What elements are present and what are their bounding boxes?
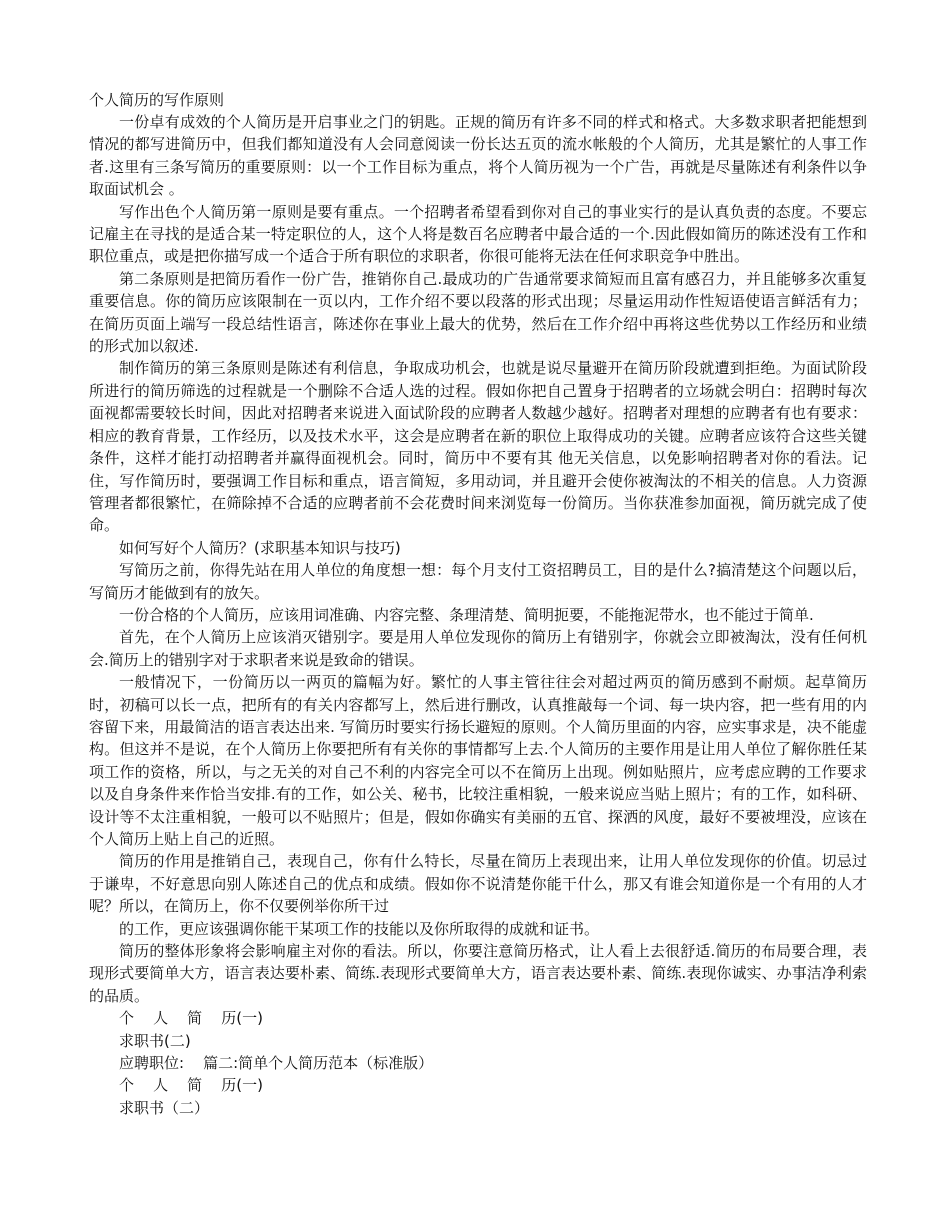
paragraph: 的工作，更应该强调你能干某项工作的技能以及你所取得的成就和证书。 (119, 919, 600, 938)
document-body (89, 111, 867, 1119)
section-heading: 如何写好个人简历？(求职基本知识与技巧) (119, 538, 401, 557)
heading-line: 求职书（二） (119, 1098, 210, 1117)
trailing-headings (89, 1007, 867, 1119)
paragraph: 首先，在个人简历上应该消灭错别字。要是用人单位发现你的简历上有错别字，你就会立即被淘汰，没有任何机会.简历上的错别字对于求职者来说是致命的错误。 (89, 628, 867, 669)
paragraph: 第二条原则是把简历看作一份广告，推销你自己.最成功的广告通常要求简短而且富有感召力，并且能够多次重复重要信息。你的简历应该限制在一页以内，工作介绍不要以段落的形式出现；尽量运用动作性短语使语言鲜活有力；在简历页面上端写一段总结性语言，陈述你在事业上最大的优势，然后在工作介绍中再将这些优势以工作经历和业绩的形式加以叙述. (89, 269, 867, 356)
paragraph: 简历的整体形象将会影响雇主对你的看法。所以，你要注意简历格式，让人看上去很舒适.简历的布局要合理，表现形式要简单大方，语言表达要朴素、简练.表现形式要简单大方，语言表达要朴素、简练.表现你诚实、办事洁净利索的品质。 (89, 942, 867, 1005)
document-title: 个人简历的写作原则 (89, 91, 225, 109)
paragraph: 一般情况下，一份简历以一两页的篇幅为好。繁忙的人事主管往往会对超过两页的简历感到不耐烦。起草简历时，初稿可以长一点，把所有的有关内容都写上，然后进行删改，认真推敲每一个词、每一块内容，把一些有用的内容留下来，用最简洁的语言表达出来. 写简历时要实行扬长避短的原则。个人简历里面的内容，应实事求是，决不能虚构。但这并不是说，在个人简历上你要把所有有关你的事情都写上去.个人简历的主要作用是让用人单位了解你胜任某项工作的资格，所以，与之无关的对自己不利的内容完全可以不在简历上出现。例如贴照片，应考虑应聘的工作要求以及自身条件来作恰当安排.有的工作，如公关、秘书，比较注重相貌，一般来说应当贴上照片；有的工作，如科研、设计等不太注重相貌，一般可以不贴照片；但是，假如你确实有美丽的五官、探洒的风度，最好不要被埋没，应该在个人简历上贴上自己的近照。 (89, 673, 867, 848)
heading-line: 个 人 简 历(一) (119, 1076, 263, 1095)
paragraph: 写简历之前，你得先站在用人单位的角度想一想：每个月支付工资招聘员工，目的是什么?搞清楚这个问题以后，写简历才能做到有的放矢。 (89, 561, 867, 602)
heading-line: 应聘职位: 篇二:简单个人简历范本（标准版） (119, 1054, 434, 1073)
paragraph: 写作出色个人简历第一原则是要有重点。一个招聘者希望看到你对自己的事业实行的是认真负责的态度。不要忘记雇主在寻找的是适合某一特定职位的人，这个人将是数百名应聘者中最合适的一个.因此假如简历的陈述没有工作和职位重点，或是把你描写成一个适合于所有职位的求职者，你很可能将无法在任何求职竞争中胜出。 (89, 202, 867, 266)
paragraph: 简历的作用是推销自己，表现自己，你有什么特长，尽量在简历上表现出来，让用人单位发现你的价值。切忌过于谦卑，不好意思向别人陈述自己的优点和成绩。假如你不说清楚你能干什么，那又有谁会知道你是一个有用的人才呢？所以，在简历上，你不仅要例举你所干过 (89, 852, 867, 916)
heading-line: 个 人 简 历(一) (119, 1009, 263, 1028)
paragraph: 一份合格的个人简历，应该用词准确、内容完整、条理清楚、简明扼要，不能拖泥带水，也不能过于简单. (119, 605, 814, 624)
paragraph: 制作简历的第三条原则是陈述有利信息，争取成功机会，也就是说尽量避开在简历阶段就遭到拒绝。为面试阶段所进行的简历筛选的过程就是一个删除不合适人选的过程。假如你把自己置身于招聘者的立场就会明白：招聘时每次面视都需要较长时间，因此对招聘者来说进入面试阶段的应聘者人数越少越好。招聘者对理想的应聘者有也有要求：相应的教育背景，工作经历，以及技术水平，这会是应聘者在新的职位上取得成功的关键。应聘者应该符合这些关键条件，这样才能打动招聘者并赢得面视机会。同时，简历中不要有其 他无关信息，以免影响招聘者对你的看法。记住，写作简历时，要强调工作目标和重点，语言简短，多用动词，并且避开会使你被淘汰的不相关的信息。人力资源管理者都很繁忙，在筛除掉不合适的应聘者前不会花费时间来浏览每一份简历。当你获准参加面视，简历就完成了使命。 (89, 359, 867, 535)
paragraph: 一份卓有成效的个人简历是开启事业之门的钥匙。正规的简历有许多不同的样式和格式。大多数求职者把能想到情况的都写进简历中，但我们都知道没有人会同意阅读一份长达五页的流水帐般的个人简历，尤其是繁忙的人事工作者.这里有三条写简历的重要原则：以一个工作目标为重点，将个人简历视为一个广告，再就是尽量陈述有利条件以争取面试机会 。 (89, 113, 867, 199)
heading-line: 求职书(二) (119, 1031, 191, 1050)
